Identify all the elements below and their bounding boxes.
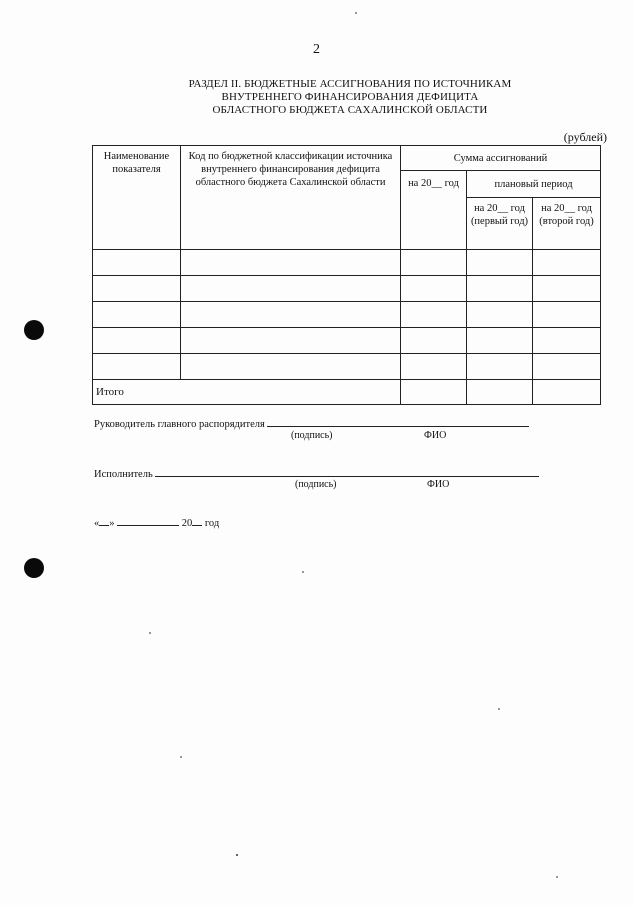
executor-label: Исполнитель [94, 469, 153, 480]
header-sum: Сумма ассигнований [401, 146, 601, 171]
scan-speck [556, 876, 558, 878]
total-row [93, 380, 601, 405]
header-code: Код по бюджетной классификации источника внутреннего финансирования дефицита областного бюджета Сахалинской области [181, 146, 401, 250]
table-cell[interactable] [93, 354, 181, 380]
total-cell[interactable] [401, 380, 467, 405]
table-cell[interactable] [533, 276, 601, 302]
date-year: 20 [181, 518, 193, 529]
header-plan-period: плановый период [467, 171, 601, 198]
table-cell[interactable] [93, 250, 181, 276]
scan-speck [355, 12, 357, 14]
executor-signature-field[interactable] [155, 466, 539, 477]
page-number: 2 [313, 42, 320, 57]
scan-speck [498, 708, 500, 710]
date-year-field[interactable] [192, 515, 202, 526]
date-quote-open: « [94, 518, 100, 529]
table-row [93, 354, 601, 380]
scan-speck [236, 854, 238, 856]
total-cell[interactable] [533, 380, 601, 405]
header-second-year: на 20__ год (второй год) [533, 198, 601, 250]
table-row [93, 328, 601, 354]
table-cell[interactable] [467, 354, 533, 380]
section-title [140, 78, 560, 117]
executor-sign-caption: (подпись) [295, 479, 337, 490]
header-first-year: на 20__ год (первый год) [467, 198, 533, 250]
table-cell[interactable] [181, 328, 401, 354]
total-label: Итого [93, 380, 401, 405]
table-cell[interactable] [401, 354, 467, 380]
date-month-field[interactable] [117, 515, 179, 526]
section-title-line: ВНУТРЕННЕГО ФИНАНСИРОВАНИЯ ДЕФИЦИТА [221, 91, 479, 103]
punch-hole-bottom [24, 558, 44, 578]
table-row [93, 302, 601, 328]
table-cell[interactable] [401, 276, 467, 302]
total-cell[interactable] [467, 380, 533, 405]
scan-speck [149, 632, 151, 634]
date-line [94, 515, 219, 529]
head-name-caption: ФИО [424, 430, 447, 441]
header-current-year: на 20__ год [401, 171, 467, 250]
executor-signature-line [94, 466, 539, 480]
table-cell[interactable] [467, 250, 533, 276]
executor-name-caption: ФИО [427, 479, 450, 490]
table-cell[interactable] [93, 302, 181, 328]
table-cell[interactable] [181, 302, 401, 328]
table-cell[interactable] [533, 302, 601, 328]
section-title-line: ОБЛАСТНОГО БЮДЖЕТА САХАЛИНСКОЙ ОБЛАСТИ [212, 104, 488, 116]
table-cell[interactable] [467, 302, 533, 328]
head-label: Руководитель главного распорядителя [94, 419, 265, 430]
scan-speck [302, 571, 304, 573]
date-quote-close: » [109, 518, 115, 529]
scan-speck [180, 756, 182, 758]
table-row [93, 250, 601, 276]
section-title-line: РАЗДЕЛ II. БЮДЖЕТНЫЕ АССИГНОВАНИЯ ПО ИСТОЧНИКАМ [188, 78, 512, 90]
date-day-field[interactable] [99, 515, 109, 526]
budget-table [92, 145, 601, 405]
date-year-suffix: год [204, 518, 220, 529]
table-cell[interactable] [181, 354, 401, 380]
table-cell[interactable] [401, 302, 467, 328]
table-cell[interactable] [533, 328, 601, 354]
table-cell[interactable] [181, 276, 401, 302]
header-name: Наименование показателя [93, 146, 181, 250]
table-row [93, 276, 601, 302]
punch-hole-top [24, 320, 44, 340]
table-cell[interactable] [93, 276, 181, 302]
units-label: (рублей) [563, 130, 607, 144]
table-cell[interactable] [467, 328, 533, 354]
head-sign-caption: (подпись) [291, 430, 333, 441]
table-cell[interactable] [401, 328, 467, 354]
table-cell[interactable] [401, 250, 467, 276]
table-cell[interactable] [181, 250, 401, 276]
head-signature-field[interactable] [267, 416, 529, 427]
table-cell[interactable] [533, 250, 601, 276]
table-cell[interactable] [533, 354, 601, 380]
head-signature-line [94, 416, 529, 430]
table-cell[interactable] [93, 328, 181, 354]
table-cell[interactable] [467, 276, 533, 302]
